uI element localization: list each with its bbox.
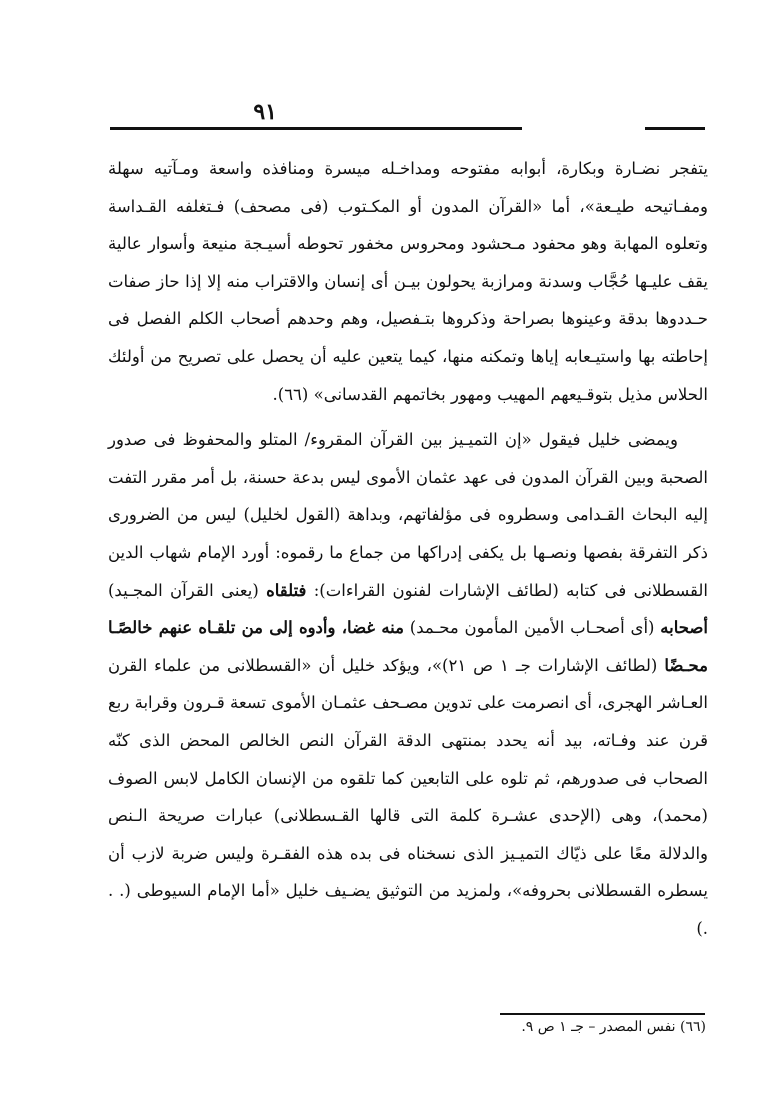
text-segment: (أى أصحـاب الأمين المأمون محـمد): [403, 618, 661, 638]
paragraph-2: [108, 421, 708, 947]
header-rule-short: [645, 127, 705, 130]
header-rule-long: [110, 127, 522, 130]
bold-text-segment: منه غضا، وأدوه إلى من تلقـاه عنهم خالصًـا محـضًا: [108, 618, 708, 675]
body-text: [108, 150, 708, 947]
text-segment: يتفجر نضـارة وبكارة، أبوابه مفتوحه ومداخـله ميسرة ومنافذه واسعة ومـآتيه سهلة ومفـاتيحه طيـعة»، أما «القرآن المدون أو المكـتوب (فى مصحف) فـتغلفه القـداسة وتعلوه المهابة وهو محفود مـحشود ومحروس مخفور تحوطه أسيـجة منيعة وأسوار عالية يقف عليـها حُجَّاب وسدنة ومرازبة يحولون بيـن أى إنسان والاقتراب منه إلا إذا حاز صفات حـددوها بدقة وعينوها بصراحة وذكروها بتـفصيل، وهم وحدهم أصحاب الكلم الفصل فى إحاطته بها واستيـعابه إياها وتمكنه منها، كيما يتعين عليه أن يحصل على تصريح من أولئك الحلاس مذيل بتوقـيعهم المهيب ومهور بخاتمهم القدسانى» (٦٦).: [108, 159, 708, 404]
bold-text-segment: فتلقاه: [266, 580, 307, 600]
bold-text-segment: أصحابه: [660, 618, 708, 638]
page-header: [110, 100, 705, 140]
text-segment: (لطائف الإشارات جـ ١ ص ٢١)»، ويؤكد خليل أن «القسطلانى من علماء القرن العـاشر الهجرى، أى انصرمت على تدوين مصـحف عثمـان الأموى تسعة قـرون وقرابة ربع قرن عند وفـاته، بيد أنه يحدد بمنتهى الدقة القرآن النص الخالص المحض الذى كنّه الصحاب فى صدورهم، ثم تلوه على التابعين كما تلقوه من الإنسان الكامل لابس الصوف (محمد)، وهى (الإحدى عشـرة كلمة التى قالها القـسطلانى) عبارات صريحة الـنص والدلالة معًا على ذيّاك التميـيز الذى نسخناه فى بده هذه الفقـرة وليس ضربة لازب أن يسطره القسطلانى بحروفه»، ولمزيد من التوثيق يضـيف خليل «أما الإمام السيوطى (. . .): [108, 655, 708, 938]
footnote-rule: [500, 1013, 705, 1015]
footnote: (٦٦) نفس المصدر – جـ ١ ص ٩.: [521, 1019, 706, 1035]
text-segment: ويمضى خليل فيقول «إن التميـيز بين القرآن المقروء/ المتلو والمحفوظ فى صدور الصحبة وبين القرآن المدون فى عهد عثمان الأموى ليس بدعة حسنة، بل أمر مقرر التفت إليه البحاث القـدامى وسطروه فى مؤلفاتهم، وبداهة (القول لخليل) ليس من الضرورى ذكر التفرقة بفصها ونصـها بل يكفى إدراكها من جماع ما رقموه: أورد الإمام شهاب الدين القسطلانى فى كتابه (لطائف الإشارات لفنون القراءات):: [108, 430, 709, 600]
page-number: ٩١: [253, 99, 277, 125]
paragraph-1: [108, 150, 708, 413]
text-segment: (يعنى القرآن المجـيد): [108, 580, 267, 600]
